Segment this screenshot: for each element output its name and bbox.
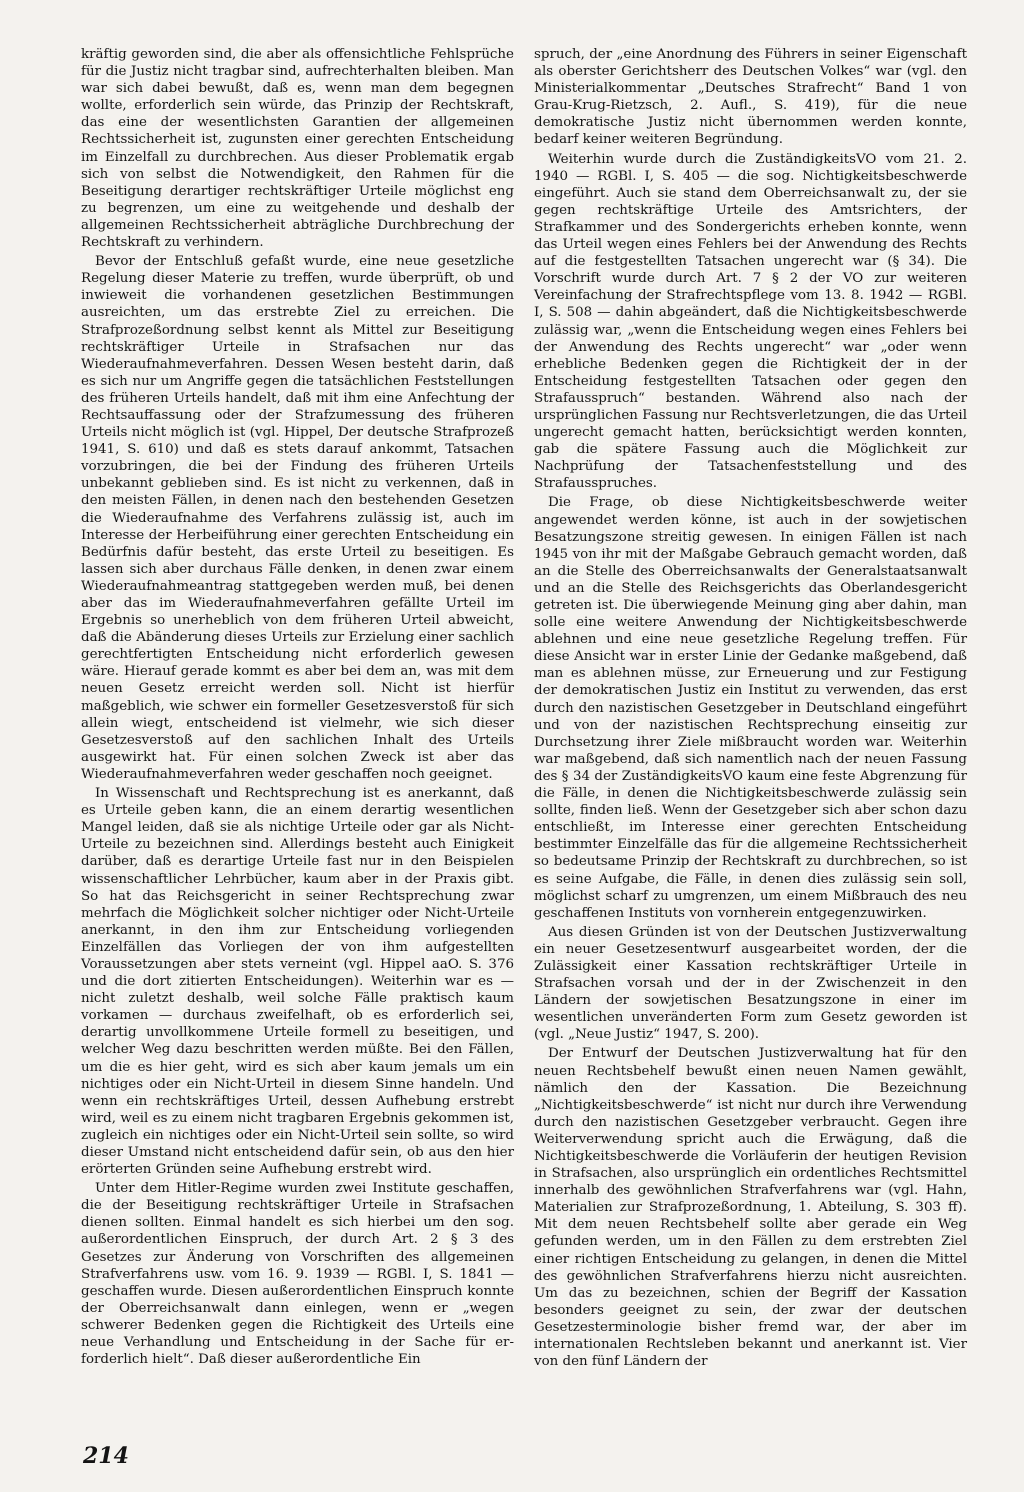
paragraph: In Wissenschaft und Rechtsprechung ist es anerkannt, daß es Urteile geben kann, die an einem derartig wesentlichen Mangel leiden, daß sie als nichtige Urteile oder gar als Nicht-Urteile zu bezeichnen sind. Allerdings besteht auch Einigkeit darüber, daß es derartige Urteile fast nur in den Beispielen wissenschaftlicher Lehrbücher, kaum aber in der Praxis gibt. So hat das Reichsgericht in seiner Rechtsprechung zwar mehrfach die Möglichkeit solcher nichtiger oder Nicht-Urteile anerkannt, in den ihm zur Entscheidung vorliegenden Einzelfällen das Vorliegen der von ihm aufgestellten Voraussetzungen aber stets verneint (vgl. Hippel aaO. S. 376 und die dort zitierten Entscheidungen). Weiterhin war es — nicht zuletzt deshalb, weil solche Fälle praktisch kaum vorkamen — durchaus zweifelhaft, ob es erforderlich sei, derartig unvollkommene Urteile formell zu beseitigen, und welcher Weg dazu beschritten werden müßte. Bei den Fällen, um die es hier geht, wird es sich aber kaum jemals um ein nichtiges oder ein Nicht-Urteil in diesem Sinne handeln. Und wenn ein rechtskräftiges Urteil, dessen Aufhebung erstrebt wird, weil es zu einem nicht tragbaren Ergebnis gekommen ist, zugleich ein nichtiges oder ein Nicht-Urteil sein sollte, so wird dieser Umstand nicht entscheidend dafür sein, ob aus den hier erörterten Gründen seine Aufhebung erstrebt wird. bbox=[81, 786, 514, 1178]
paragraph: kräftig geworden sind, die aber als offensichtliche Fehlsprüche für die Justiz nicht tragbar sind, aufrechterhalten bleiben. Man war sich dabei bewußt, daß es, wenn man dem begegnen wollte, erforderlich sein würde, das Prinzip der Rechtskraft, das eine der wesentlichsten Garantien der allgemeinen Rechtssicherheit ist, zugunsten einer gerechten Entscheidung im Einzelfall zu durchbrechen. Aus dieser Problematik ergab sich von selbst die Notwendigkeit, den Rahmen für die Beseitigung derartiger rechtskräftiger Urteile möglichst eng zu begrenzen, um eine zu weitgehende und deshalb der allgemeinen Rechtssicherheit abträgliche Durchbrechung der Rechtskraft zu verhindern. bbox=[81, 47, 514, 251]
left-column bbox=[81, 46, 514, 1368]
paragraph: Aus diesen Gründen ist von der Deutschen Justizverwaltung ein neuer Gesetzesentwurf ausgearbeitet worden, der die Zulässigkeit einer Kassation rechtskräftiger Urteile in Strafsachen vorsah und der in der Zwischenzeit in den Ländern der sowjetischen Besatzungszone in einer im wesentlichen unveränderten Form zum Gesetz geworden ist (vgl. „Neue Justiz“ 1947, S. 200). bbox=[534, 924, 967, 1043]
paragraph: Bevor der Entschluß gefaßt wurde, eine neue gesetzliche Regelung dieser Materie zu treffen, wurde überprüft, ob und inwieweit die vorhandenen gesetzlichen Bestimmungen ausreichten, um das erstrebte Ziel zu erreichen. Die Strafprozeßordnung selbst kennt als Mittel zur Beseitigung rechtskräftiger Urteile in Strafsachen nur das Wiederaufnahmeverfahren. Dessen Wesen besteht darin, daß es sich nur um Angriffe gegen die tatsächlichen Feststellungen des früheren Urteils handelt, daß mit ihm eine Anfechtung der Rechtsauffassung oder der Strafzumessung des früheren Urteils nicht möglich ist (vgl. Hippel, Der deutsche Strafprozeß 1941, S. 610) und daß es stets darauf ankommt, Tatsachen vorzubringen, die bei der Findung des früheren Urteils unbekannt geblieben sind. Es ist nicht zu verkennen, daß in den meisten Fällen, in denen nach den bestehenden Gesetzen die Wiederaufnahme des Verfahrens zulässig ist, auch im Interesse der Herbeiführung einer gerechten Entscheidung ein Bedürfnis dafür besteht, das erste Urteil zu beseitigen. Es lassen sich aber durchaus Fälle denken, in denen zwar einem Wiederaufnahmeantrag stattgegeben werden muß, bei denen aber das im Wiederaufnahmeverfahren gefällte Urteil im Ergebnis so unerheblich von dem früheren Urteil abweicht, daß die Abänderung dieses Urteils zur Erzielung einer sachlich gerechtfertigten Entscheidung nicht erforderlich gewesen wäre. Hierauf gerade kommt es aber bei dem an, was mit dem neuen Gesetz erreicht werden soll. Nicht ist hierfür maßgeblich, wie schwer ein formeller Gesetzesverstoß für sich allein wiegt, entscheidend ist vielmehr, wie sich dieser Gesetzesverstoß auf den sachlichen Inhalt des Urteils ausgewirkt hat. Für einen solchen Zweck ist aber das Wiederaufnahmeverfahren weder geschaffen noch geeignet. bbox=[81, 254, 514, 782]
paragraph: Unter dem Hitler-Regime wurden zwei Institute geschaffen, die der Beseitigung rechtskräftiger Urteile in Strafsachen dienen sollten. Einmal handelt es sich hierbei um den sog. außerordentlichen Einspruch, der durch Art. 2 § 3 des Gesetzes zur Änderung von Vorschriften des allgemeinen Strafverfahrens usw. vom 16. 9. 1939 — RGBl. I, S. 1841 — geschaffen wurde. Diesen außerordentlichen Einspruch konnte der Oberreichsanwalt dann einlegen, wenn er „wegen schwerer Bedenken gegen die Richtigkeit des Urteils eine neue Verhandlung und Entscheidung in der Sache für erforderlich hielt“. Daß dieser außerordentliche Ein bbox=[81, 1181, 514, 1368]
paragraph: spruch, der „eine Anordnung des Führers in seiner Eigenschaft als oberster Gerichtsherr des Deutschen Volkes“ war (vgl. den Ministerialkommentar „Deutsches Strafrecht“ Band 1 von Grau-Krug-Rietzsch, 2. Aufl., S. 419), für die neue demokratische Justiz nicht übernommen werden konnte, bedarf keiner weiteren Begründung. bbox=[534, 47, 967, 148]
paragraph: Weiterhin wurde durch die ZuständigkeitsVO vom 21. 2. 1940 — RGBl. I, S. 405 — die sog. Nichtigkeitsbeschwerde eingeführt. Auch sie stand dem Oberreichsanwalt zu, der sie gegen rechtskräftige Urteile des Amtsrichters, der Strafkammer und des Sondergerichts erheben konnte, wenn das Urteil wegen eines Fehlers bei der Anwendung des Rechts auf die festgestellten Tatsachen ungerecht war (§ 34). Die Vorschrift wurde durch Art. 7 § 2 der VO zur weiteren Vereinfachung der Strafrechtspflege vom 13. 8. 1942 — RGBl. I, S. 508 — dahin abgeändert, daß die Nichtigkeitsbeschwerde zulässig war, „wenn die Entscheidung wegen eines Fehlers bei der Anwendung des Rechts ungerecht“ war „oder wenn erhebliche Bedenken gegen die Richtigkeit der in der Entscheidung festgestellten Tatsachen oder gegen den Strafausspruch“ bestanden. Während also nach der ursprünglichen Fassung nur Rechtsverletzungen, die das Urteil ungerecht gemacht hatten, berücksichtigt werden konnten, gab die spätere Fassung auch die Möglichkeit zur Nachprüfung der Tatsachenfeststellung und des Strafausspruches. bbox=[534, 151, 967, 492]
paragraph: Die Frage, ob diese Nichtigkeitsbeschwerde weiter angewendet werden könne, ist auch in der sowjetischen Besatzungszone streitig gewesen. In einigen Fällen ist nach 1945 von ihr mit der Maßgabe Gebrauch gemacht worden, daß an die Stelle des Oberreichsanwalts der Generalstaatsanwalt und an die Stelle des Reichsgerichts das Oberlandesgericht getreten ist. Die überwiegende Meinung ging aber dahin, man solle eine weitere Anwendung der Nichtigkeitsbeschwerde ablehnen und eine neue gesetzliche Regelung treffen. Für diese Ansicht war in erster Linie der Gedanke maßgebend, daß man es ablehnen müsse, zur Erneuerung und zur Festigung der demokratischen Justiz ein Institut zu verwenden, das erst durch den nazistischen Gesetzgeber in Deutschland eingeführt und von der nazistischen Rechtsprechung einseitig zur Durchsetzung ihrer Ziele mißbraucht worden war. Weiterhin war maßgebend, daß sich namentlich nach der neuen Fassung des § 34 der ZuständigkeitsVO kaum eine feste Abgrenzung für die Fälle, in denen die Nichtigkeitsbeschwerde zulässig sein sollte, finden ließ. Wenn der Gesetzgeber sich aber schon dazu entschließt, im Interesse einer gerechten Entscheidung bestimmter Einzelfälle das für die allgemeine Rechtssicherheit so bedeutsame Prinzip der Rechtskraft zu durchbrechen, so ist es seine Aufgabe, die Fälle, in denen dies zulässig sein soll, möglichst scharf zu umgrenzen, um einem Mißbrauch des neu geschaffenen Instituts von vornherein entgegenzuwirken. bbox=[534, 495, 967, 921]
paragraph: Der Entwurf der Deutschen Justizverwaltung hat für den neuen Rechtsbehelf bewußt einen neuen Namen gewählt, nämlich den der Kassation. Die Bezeichnung „Nichtigkeitsbeschwerde“ ist nicht nur durch ihre Verwendung durch den nazistischen Gesetzgeber verbraucht. Gegen ihre Weiterverwendung spricht auch die Erwägung, daß die Nichtigkeitsbeschwerde die Vorläuferin der heutigen Revision in Strafsachen, also ursprünglich ein ordentliches Rechtsmittel innerhalb des gewöhnlichen Strafverfahrens war (vgl. Hahn, Materialien zur Strafprozeßordnung, 1. Abteilung, S. 303 ff). Mit dem neuen Rechtsbehelf sollte aber gerade ein Weg gefunden werden, um in den Fällen zu dem erstrebten Ziel einer richtigen Entscheidung zu gelangen, in denen die Mittel des gewöhnlichen Strafverfahrens hierzu nicht ausreichten. Um das zu bezeichnen, schien der Begriff der Kassation besonders geeignet zu sein, der zwar der deutschen Gesetzesterminologie bisher fremd war, der aber im internationalen Rechtsleben bekannt und anerkannt ist. Vier von den fünf Ländern der bbox=[534, 1046, 967, 1370]
page-number: 214 bbox=[83, 1443, 129, 1469]
right-column bbox=[534, 46, 967, 1370]
